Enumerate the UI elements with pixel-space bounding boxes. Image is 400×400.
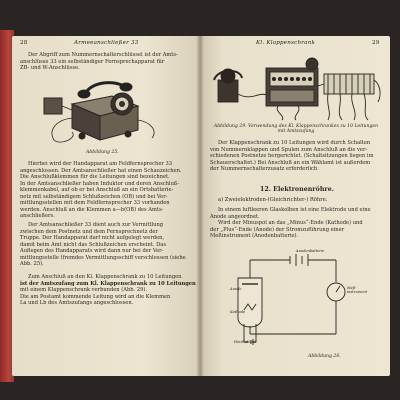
text-line: mit einem Klappenschrank verbunden (Abb. 29). — [20, 287, 148, 294]
text-line: schiedenen Postnetze hergerichtet. (Schaltsitzungen liegen im — [210, 153, 374, 160]
left-running-title: Armeeanschließer 33 — [74, 40, 139, 46]
text-line: anschließers. — [20, 213, 55, 220]
text-line: werden. Anschluß an die Klemmen a—b(OB) des Amts- — [20, 206, 164, 213]
text-line: Zum Anschluß an den Kl. Klappenschrank zu 10 Leitungen — [28, 274, 182, 280]
circuit-anode-label: Anode — [230, 287, 242, 291]
text-line: ist der Amtszufang zum Kl. Klappenschrank zu 10 Leitungen — [20, 280, 196, 287]
figure-26-caption: Abbildung 26. — [308, 354, 341, 359]
left-page — [12, 36, 200, 376]
left-paragraph-3 — [20, 222, 192, 268]
text-line: Der Amtsanschließer 33 dient auch zur Vermittlung — [28, 222, 164, 228]
right-running-title: Kl. Klappenschrank — [256, 40, 316, 46]
text-line: Die am Postamt kommende Leitung wird an die Klemmen — [20, 293, 171, 300]
text-line: Der Abgriff zum Nummernschalterschlüssel ist der Amts- — [28, 52, 178, 58]
caption-line: Abbildung 29. Verwendung des Kl. Klappenschrankes zu 10 Leitungen — [213, 124, 379, 129]
text-line: damit beim Amt nicht das Schlußzeichen erscheint. Das — [20, 241, 166, 248]
text-line: Hierbei wird der Handapparat am Feldfernsprecher 33 — [28, 161, 173, 167]
text-line: anschlüsse 33 ein selbständiger Fernsprechapparat für — [20, 58, 165, 65]
left-paragraph-2 — [20, 161, 192, 220]
text-line: mittlungsstellen mit dem Feldfernsprecher 33 vorhanden — [20, 200, 170, 207]
right-page — [200, 36, 390, 376]
text-line: Die Anschlußklemmen für die Leitungen sind bezeichnet. — [20, 174, 170, 181]
left-paragraph-1 — [20, 52, 192, 72]
text-line: Meßinstrument (Anodenbatterie). — [210, 233, 299, 240]
figure-26-circuit-diagram — [220, 248, 370, 348]
right-paragraph-1 — [210, 140, 382, 173]
section-title: 12. Elektronenröhre. — [260, 186, 334, 193]
text-line: angeschlossen. Der Amtsanschließer hat einen Schauzeichen. — [20, 167, 182, 174]
circuit-anode-battery-label: Anodenbatterie — [296, 249, 325, 253]
text-line: mittlungsstelle (fremdes Vermittlungsschiff verschlossen (siehe — [20, 254, 186, 261]
text-line: In einem luftleeren Glaskolben ist eine Elektrode und eine — [218, 207, 371, 213]
circuit-cathode-label: Kathode — [230, 310, 246, 314]
figure-25-telephone-apparatus — [42, 74, 162, 146]
circuit-meter-label: Meß- instrument — [347, 286, 368, 294]
text-line: klemmenkabel, auf ob er bei Anschluß an ein Ortsbatterie- — [20, 187, 174, 194]
text-line: von Nummernklappen und Spulen zum Anschluß an die ver- — [210, 146, 368, 153]
text-line: der Nummernschalterzusatz erforderlich. — [210, 166, 319, 173]
text-line: Wird der Minuspol an das „Minus“-Ende (Kathode) und — [218, 220, 363, 227]
figure-29-switchboard — [208, 50, 384, 122]
text-line: Truppe. Der Handapparat darf nicht aufgelegt werden, — [20, 235, 165, 242]
text-line: La und Lb des Amtszufangs angeschlossen. — [20, 300, 134, 307]
left-page-number: 28 — [20, 40, 28, 46]
text-line: Abb. 25). — [20, 261, 44, 268]
text-line: ZB- und W-Anschlüsse. — [20, 65, 80, 72]
section-subtitle: a) Zweielektroden-(Gleichrichter-) Röhre. — [218, 197, 328, 203]
right-page-number: 29 — [372, 40, 380, 46]
text-line: In der Amtsanschließer haben Induktor und deren Anschluß- — [20, 180, 180, 187]
figure-25-caption: Abbildung 25. — [86, 150, 119, 155]
caption-line: mit Amtszufang — [277, 129, 315, 134]
book-gutter — [196, 36, 204, 376]
figure-29-caption — [208, 124, 384, 134]
circuit-heater-battery-label: Heizbatterie — [234, 340, 257, 344]
text-line: Der Klappenschrank zu 10 Leitungen wird durch Schalten — [218, 140, 371, 146]
text-line: Anode angeordnet. — [210, 213, 260, 220]
text-line: netz mit selbständigem Schlußzeichen (OB) und bei Ver- — [20, 193, 168, 200]
right-paragraph-2 — [210, 207, 382, 240]
text-line: der „Plus“-Ende (Anode) der Stromzuführung einer — [210, 226, 345, 233]
text-line: Auflegen des Handapparats wird dann nur bei der Ver- — [20, 248, 164, 255]
text-line: Schauerschaltet.) Bei Anschluß an ein Wählamt ist außerdem — [210, 159, 371, 166]
left-paragraph-4 — [20, 274, 196, 307]
text-line: zwischen dem Postnetz und dem Fernsprechnetz der — [20, 228, 158, 235]
